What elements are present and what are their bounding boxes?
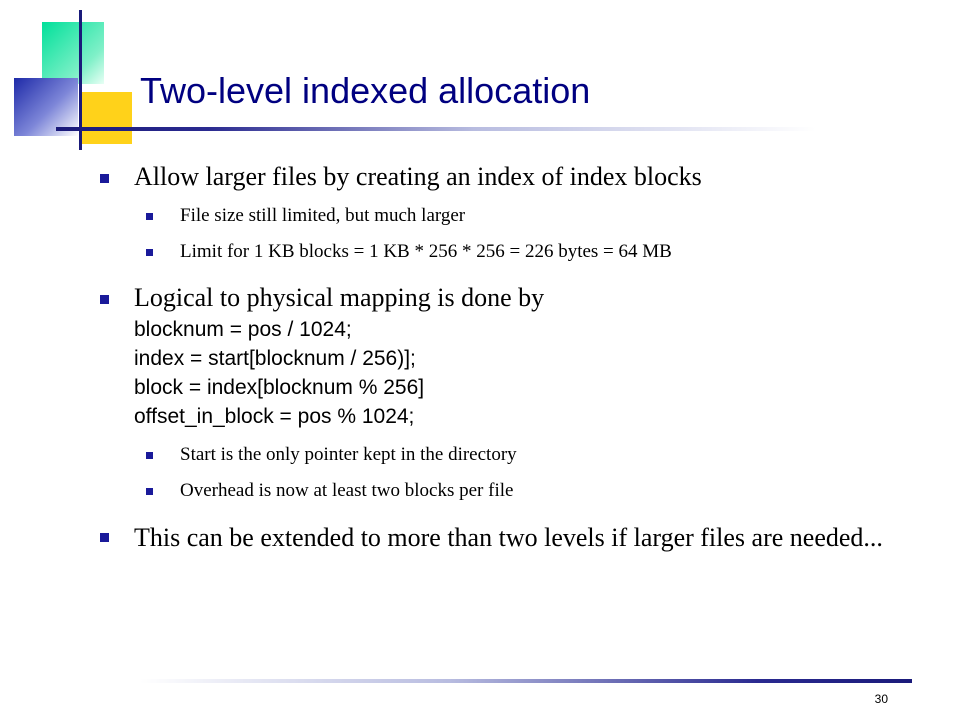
sub-bullet-square-icon [146,452,153,459]
title-underline [56,127,816,131]
sub-bullet-overhead [146,479,900,503]
page-number: 30 [874,692,888,706]
sub-bullet-file-size [146,204,900,228]
code-line: index = start[blocknum / 256)]; [134,347,416,370]
yellow-square-decoration [80,92,132,144]
bullet-square-icon [100,533,109,542]
bullet-text: Logical to physical mapping is done by [134,283,545,312]
bullet-square-icon [100,295,109,304]
sub-bullet-text: Limit for 1 KB blocks = 1 KB * 256 * 256 = 226 bytes = 64 MB [180,241,672,262]
code-block [134,315,900,431]
bullet-text: This can be extended to more than two levels if larger files are needed... [134,523,883,552]
bullet-text: Allow larger files by creating an index of index blocks [134,162,702,191]
sub-bullet-square-icon [146,213,153,220]
bullet-extended-levels [100,519,900,557]
sub-bullet-text: Overhead is now at least two blocks per file [180,480,514,501]
sub-bullet-square-icon [146,488,153,495]
decorative-logo [0,0,140,160]
footer-rule [140,679,912,683]
bullet-mapping [100,281,900,431]
bullet-larger-files [100,160,900,194]
green-square-decoration [42,22,104,84]
bullet-square-icon [100,174,109,183]
code-line: blocknum = pos / 1024; [134,318,352,341]
sub-bullet-limit [146,240,900,264]
sub-bullet-text: Start is the only pointer kept in the directory [180,444,517,465]
code-line: block = index[blocknum % 256] [134,376,425,399]
sub-bullet-start-pointer [146,443,900,467]
code-line: offset_in_block = pos % 1024; [134,405,415,428]
slide-content [100,160,900,557]
slide-title: Two-level indexed allocation [140,70,591,111]
sub-bullet-text: File size still limited, but much larger [180,205,466,226]
sub-bullet-square-icon [146,249,153,256]
